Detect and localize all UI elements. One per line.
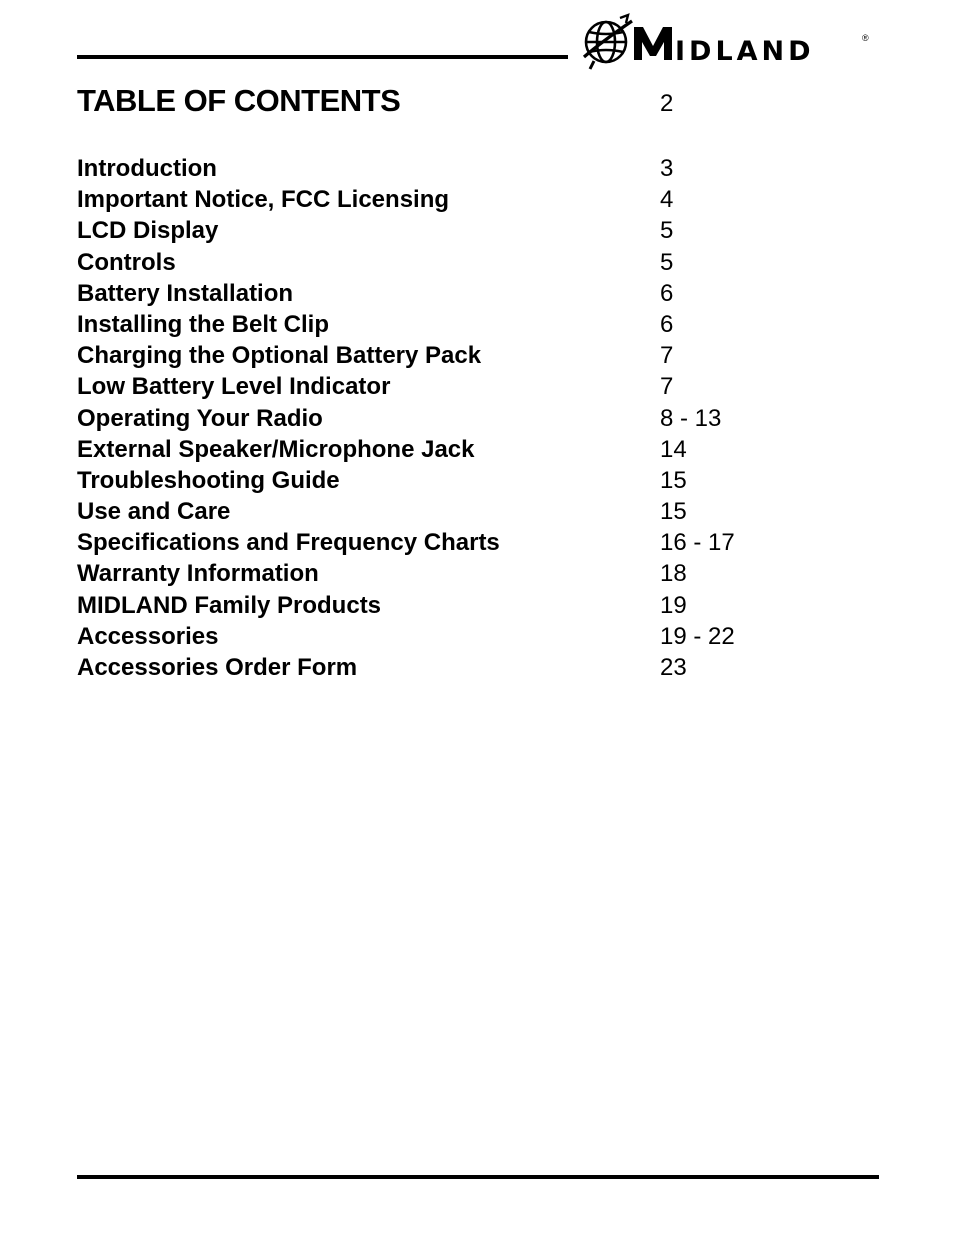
toc-entry-page: 15 [660,466,687,494]
toc-list [77,153,797,683]
toc-entry-label: MIDLAND Family Products [77,591,382,619]
toc-entry-label: External Speaker/Microphone Jack [77,435,475,463]
toc-entry-label: Battery Installation [77,279,294,307]
midland-logo [580,13,880,75]
page-title-number: 2 [660,90,674,117]
toc-entry-label: Charging the Optional Battery Pack [77,342,482,370]
toc-entry[interactable] [77,465,797,496]
toc-entry-page: 6 [660,310,674,338]
toc-entry-label: Low Battery Level Indicator [77,373,391,401]
toc-entry-page: 4 [660,186,674,214]
toc-entry-page: 23 [660,654,687,681]
toc-entry-label: Installing the Belt Clip [77,310,330,338]
toc-entry[interactable] [77,403,797,434]
toc-entry[interactable] [77,340,797,371]
toc-entry-label: LCD Display [77,217,219,245]
footer-rule [77,1175,879,1179]
toc-entry[interactable] [77,434,797,465]
page-title: TABLE OF CONTENTS [77,83,401,118]
toc-entry-page: 7 [660,342,674,370]
toc-entry-label: Use and Care [77,498,231,526]
toc-entry-label: Warranty Information [77,560,319,588]
toc-entry-label: Controls [77,248,176,276]
toc-entry-label: Accessories Order Form [77,654,358,681]
toc-entry-page: 19 [660,591,687,619]
toc-entry[interactable] [77,215,797,246]
toc-entry-label: Operating Your Radio [77,404,323,432]
logo-m-mark [634,27,672,60]
toc-entry-page: 14 [660,435,687,463]
toc-entry[interactable] [77,590,797,621]
toc-entry[interactable] [77,184,797,215]
toc-entry-page: 18 [660,560,687,588]
toc-entry[interactable] [77,278,797,309]
toc-entry[interactable] [77,621,797,652]
toc-entry[interactable] [77,496,797,527]
toc-entry[interactable] [77,247,797,278]
toc-entry-label: Important Notice, FCC Licensing [77,186,450,214]
toc-entry[interactable] [77,652,797,683]
toc-entry-page: 5 [660,217,674,245]
toc-entry-page: 3 [660,155,674,182]
toc-entry-label: Introduction [77,155,217,182]
toc-entry[interactable] [77,371,797,402]
brand-wordmark: IDLAND [675,36,815,67]
toc-entry-page: 6 [660,279,674,307]
toc-entry-page: 16 - 17 [660,529,735,557]
toc-entry-page: 15 [660,498,687,526]
registered-mark: ® [862,33,869,43]
toc-entry[interactable] [77,527,797,558]
toc-entry-label: Specifications and Frequency Charts [77,529,500,557]
globe-icon [584,15,632,69]
toc-entry-page: 8 - 13 [660,404,722,432]
toc-entry-page: 5 [660,248,674,276]
toc-entry-label: Troubleshooting Guide [77,466,340,494]
toc-entry[interactable] [77,153,797,184]
toc-entry[interactable] [77,558,797,589]
header-rule [77,55,568,59]
toc-entry-page: 7 [660,373,674,401]
toc-entry[interactable] [77,309,797,340]
toc-entry-label: Accessories [77,622,219,650]
toc-entry-page: 19 - 22 [660,622,735,650]
